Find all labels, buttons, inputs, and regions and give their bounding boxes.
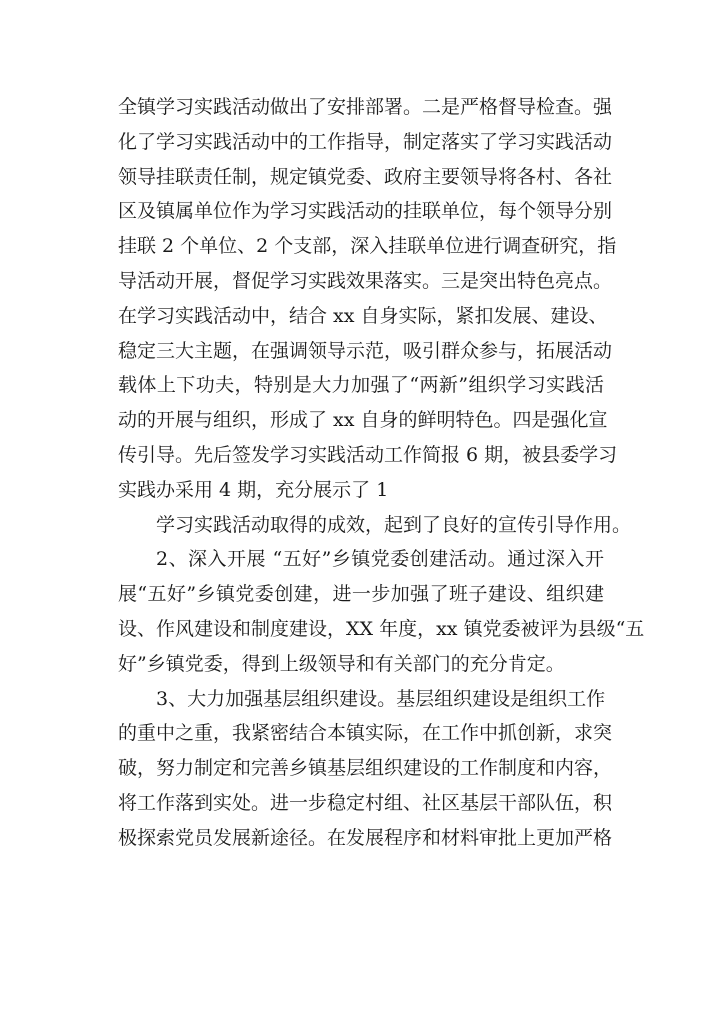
text-line: 极探索党员发展新途径。在发展程序和材料审批上更加严格 xyxy=(118,826,613,849)
text-line: 传引导。先后签发学习实践活动工作简报 6 期，被县委学习 xyxy=(118,443,618,466)
text-line: 将工作落到实处。进一步稳定村组、社区基层干部队伍，积 xyxy=(118,791,613,814)
text-line: 区及镇属单位作为学习实践活动的挂联单位，每个领导分别 xyxy=(118,200,613,223)
text-line: 的重中之重，我紧密结合本镇实际，在工作中抓创新，求突 xyxy=(118,722,613,745)
text-line: 学习实践活动取得的成效，起到了良好的宣传引导作用。 xyxy=(156,513,632,536)
text-line: 稳定三大主题，在强调领导示范，吸引群众参与，拓展活动 xyxy=(118,339,613,362)
text-line: 展“五好”乡镇党委创建，进一步加强了班子建设、组织建 xyxy=(118,583,604,606)
text-line: 化了学习实践活动中的工作指导，制定落实了学习实践活动 xyxy=(118,130,613,153)
text-line: 在学习实践活动中，结合 xx 自身实际，紧扣发展、建设、 xyxy=(118,304,608,327)
text-line: 领导挂联责任制，规定镇党委、政府主要领导将各村、各社 xyxy=(118,165,613,188)
text-line: 动的开展与组织，形成了 xx 自身的鲜明特色。四是强化宣 xyxy=(118,409,608,432)
text-line: 3、大力加强基层组织建设。基层组织建设是组织工作 xyxy=(156,687,606,710)
text-line: 载体上下功夫，特别是大力加强了“两新”组织学习实践活 xyxy=(118,374,604,397)
document-body xyxy=(118,90,645,856)
text-line: 好”乡镇党委，得到上级领导和有关部门的充分肯定。 xyxy=(118,652,565,675)
text-line: 导活动开展，督促学习实践效果落实。三是突出特色亮点。 xyxy=(118,269,613,292)
text-line: 挂联 2 个单位、2 个支部，深入挂联单位进行调查研究，指 xyxy=(118,235,617,258)
text-line: 全镇学习实践活动做出了安排部署。二是严格督导检查。强 xyxy=(118,96,613,118)
text-line: 设、作风建设和制度建设，XX 年度，xx 镇党委被评为县级“五 xyxy=(118,617,645,640)
text-line: 破，努力制定和完善乡镇基层组织建设的工作制度和内容， xyxy=(118,757,613,780)
text-line: 2、深入开展 “五好”乡镇党委创建活动。通过深入开 xyxy=(156,548,604,571)
text-line: 实践办采用 4 期，充分展示了 1 xyxy=(118,478,389,501)
